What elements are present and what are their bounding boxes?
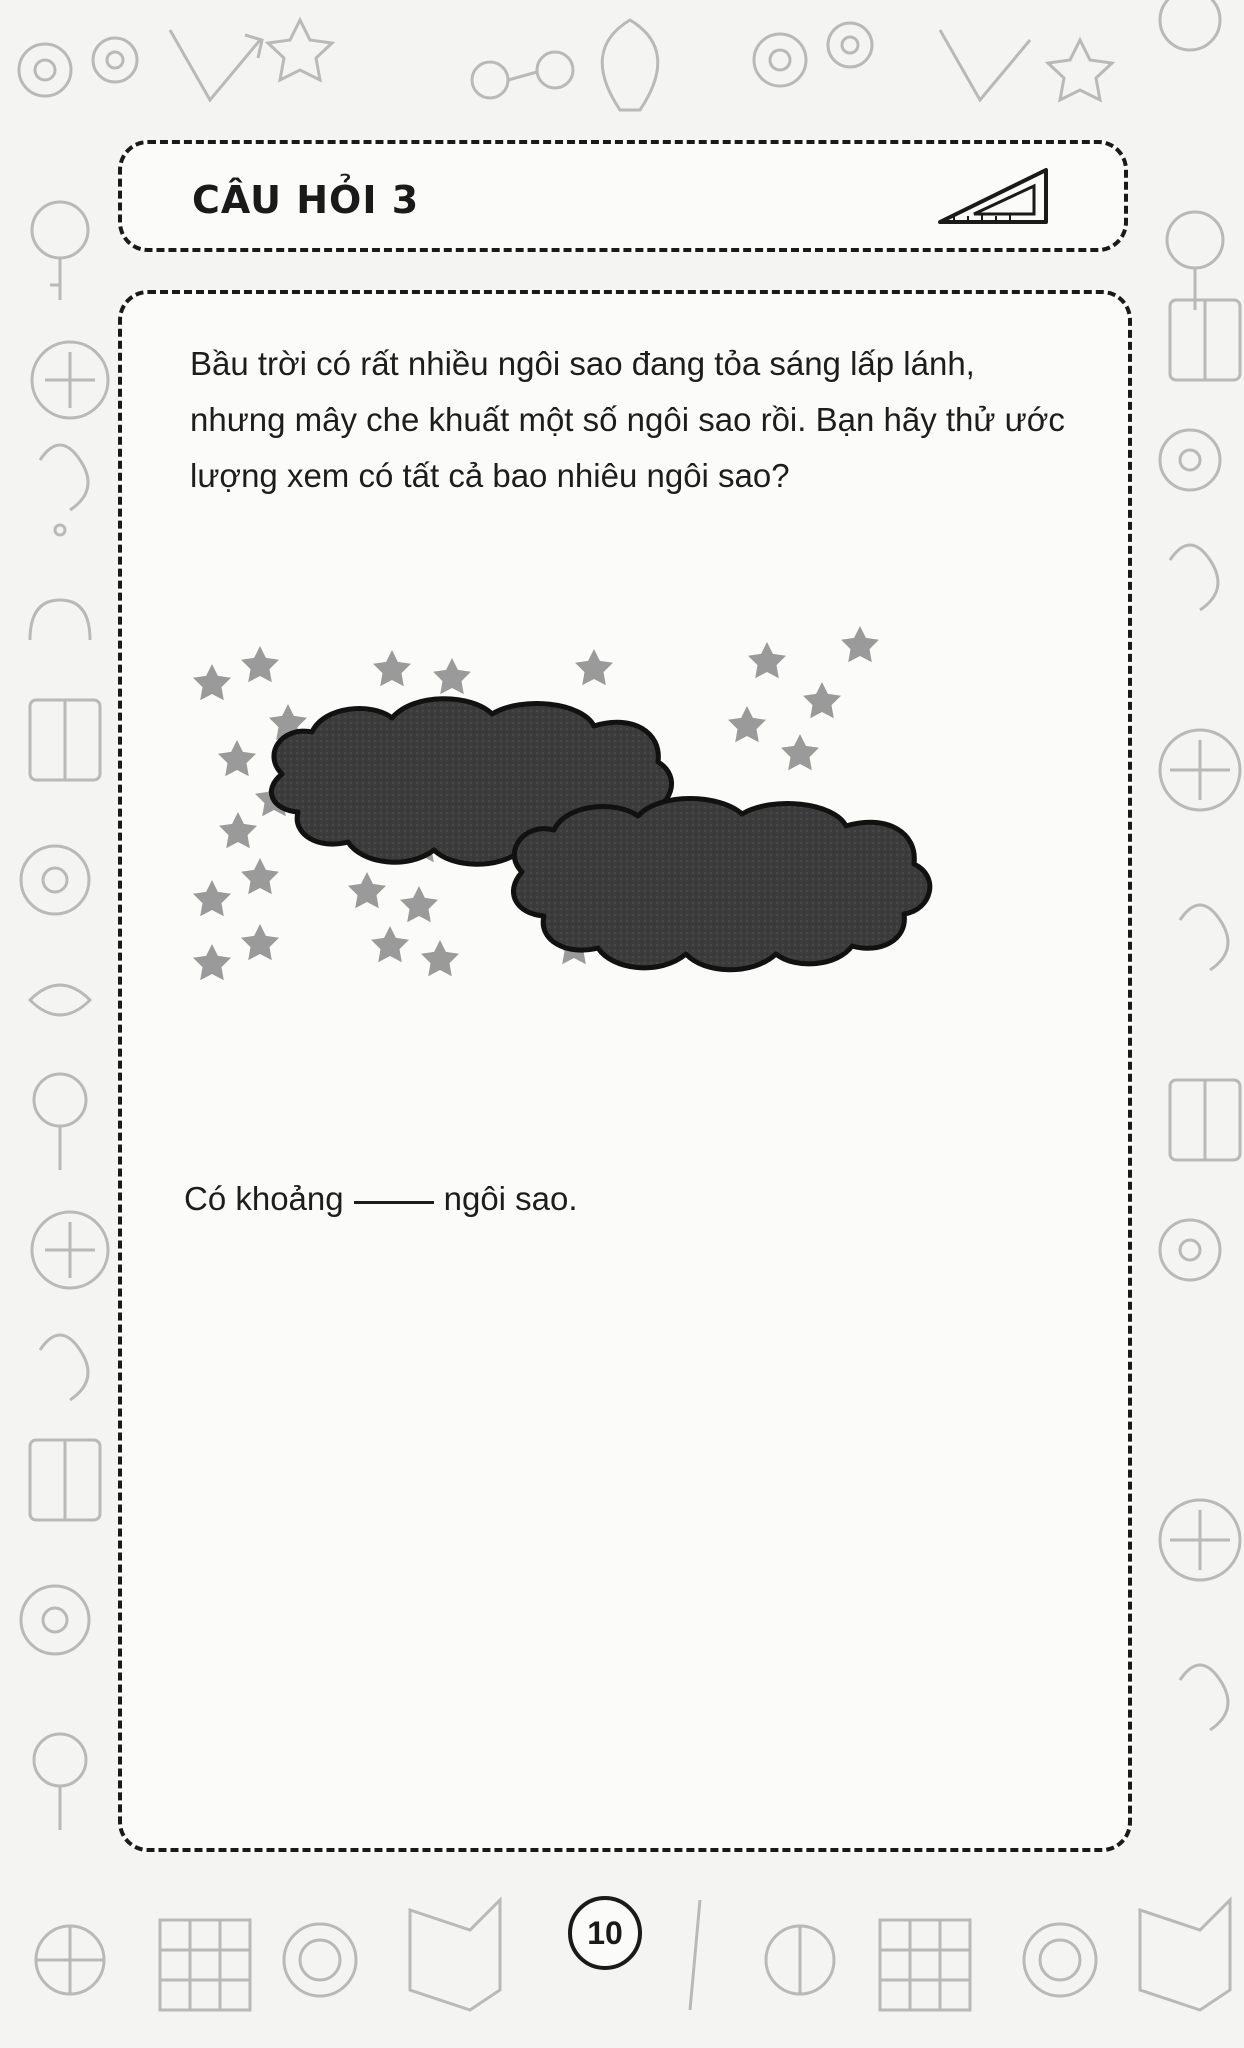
star-icon <box>241 924 279 960</box>
star-icon <box>193 664 231 700</box>
page-title: CÂU HỎI 3 <box>192 178 420 222</box>
star-icon <box>781 734 819 770</box>
star-icon <box>433 658 471 694</box>
star-icon <box>193 880 231 916</box>
page-number: 10 <box>587 1914 623 1951</box>
star-icon <box>241 858 279 894</box>
answer-line <box>184 1180 578 1218</box>
star-icon <box>371 926 409 962</box>
question-header <box>118 140 1128 252</box>
set-square-icon <box>934 162 1054 232</box>
question-text: Bầu trời có rất nhiều ngôi sao đang tỏa sáng lấp lánh, nhưng mây che khuất một số ngôi sao rồi. Bạn hãy thử ước lượng xem có tất cả bao nhiêu ngôi sao? <box>190 345 1065 494</box>
star-icon <box>803 682 841 718</box>
star-icon <box>728 706 766 742</box>
star-icon <box>193 944 231 980</box>
answer-suffix: ngôi sao. <box>443 1180 578 1217</box>
answer-prefix: Có khoảng <box>184 1180 344 1217</box>
stars-and-clouds-illustration <box>182 614 1082 1034</box>
star-icon <box>219 812 257 848</box>
star-icon <box>400 886 438 922</box>
gear-icon <box>19 44 71 96</box>
star-icon <box>841 626 879 662</box>
question-card <box>118 290 1132 1852</box>
star-icon <box>348 872 386 908</box>
star-icon <box>218 740 256 776</box>
star-icon <box>241 646 279 682</box>
cloud-icon <box>513 799 929 970</box>
page-number-badge <box>568 1896 642 1970</box>
star-icon <box>748 642 786 678</box>
star-icon <box>373 650 411 686</box>
star-icon <box>421 940 459 976</box>
answer-blank[interactable] <box>354 1201 434 1204</box>
star-icon <box>575 649 613 685</box>
